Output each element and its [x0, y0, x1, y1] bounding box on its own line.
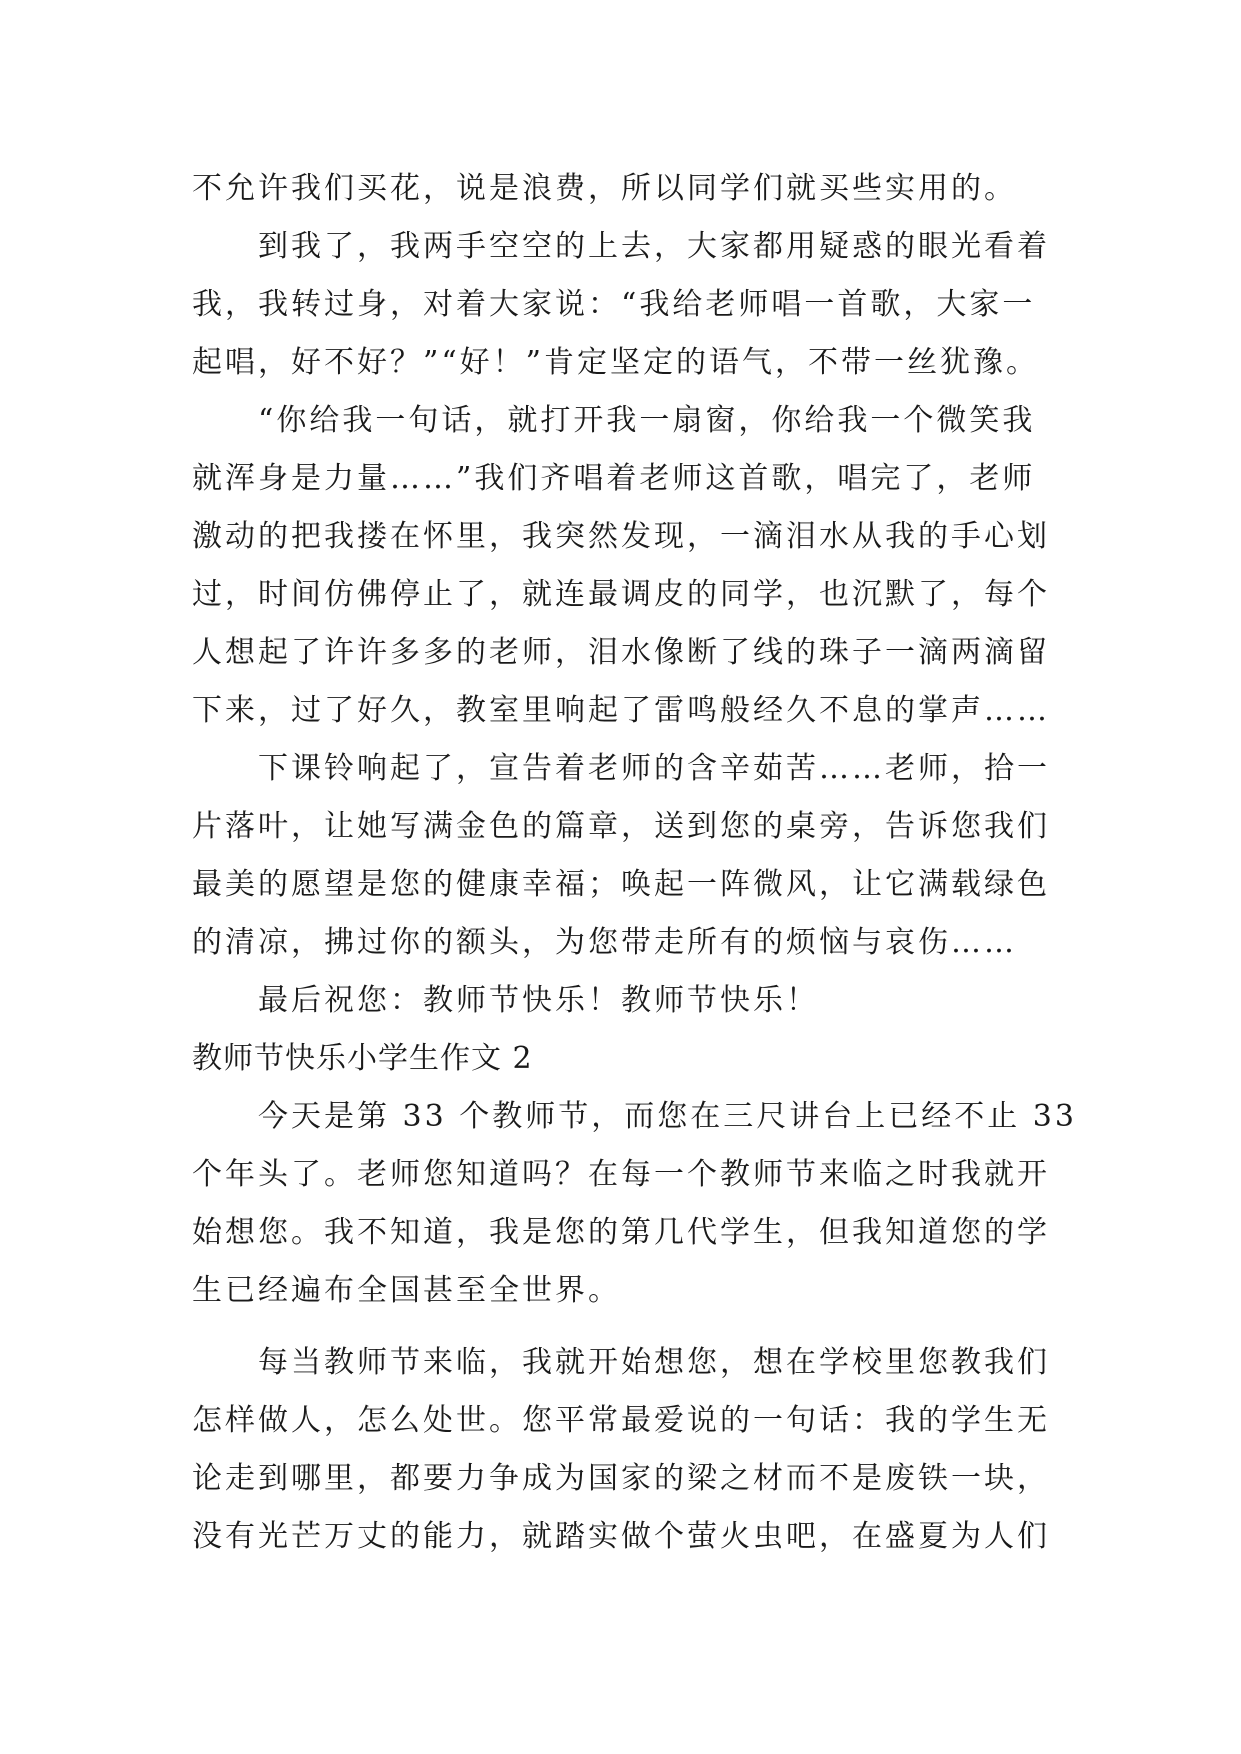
text-line: 过，时间仿佛停止了，就连最调皮的同学，也沉默了，每个	[192, 577, 1050, 612]
text-line: 就浑身是力量……”我们齐唱着老师这首歌，唱完了，老师	[192, 461, 1036, 496]
text-line: 不允许我们买花，说是浪费，所以同学们就买些实用的。	[192, 171, 1017, 206]
section-heading	[192, 1030, 1052, 1088]
text-line: 下课铃响起了，宣告着老师的含辛茹苦……老师，拾一	[192, 751, 1050, 786]
text-line: 人想起了许许多多的老师，泪水像断了线的珠子一滴两滴留	[192, 635, 1050, 670]
text-line: 怎样做人，怎么处世。您平常最爱说的一句话：我的学生无	[192, 1403, 1050, 1438]
text-line: 今天是第 33 个教师节，而您在三尺讲台上已经不止 33	[192, 1099, 1077, 1134]
text-line: 下来，过了好久，教室里响起了雷鸣般经久不息的掌声……	[192, 693, 1050, 728]
text-line: 没有光芒万丈的能力，就踏实做个萤火虫吧，在盛夏为人们	[192, 1519, 1050, 1554]
paragraph-3	[192, 392, 1052, 740]
paragraph-7	[192, 1334, 1052, 1566]
text-line: 的清凉，拂过你的额头，为您带走所有的烦恼与哀伤……	[192, 925, 1017, 960]
text-line: 最后祝您：教师节快乐！教师节快乐！	[192, 983, 819, 1018]
essay-body	[192, 160, 1077, 1566]
text-line: 论走到哪里，都要力争成为国家的梁之材而不是废铁一块，	[192, 1461, 1050, 1496]
text-line: 生已经遍布全国甚至全世界。	[192, 1273, 621, 1308]
paragraph-4	[192, 740, 1052, 972]
text-line: 我，我转过身，对着大家说：“我给老师唱一首歌，大家一	[192, 287, 1036, 322]
text-line: 始想您。我不知道，我是您的第几代学生，但我知道您的学	[192, 1215, 1050, 1250]
text-line: 个年头了。老师您知道吗？在每一个教师节来临之时我就开	[192, 1157, 1050, 1192]
paragraph-1	[192, 160, 1052, 218]
text-line: “你给我一句话，就打开我一扇窗，你给我一个微笑我	[192, 403, 1036, 438]
paragraph-5	[192, 972, 1052, 1030]
text-line: 每当教师节来临，我就开始想您，想在学校里您教我们	[192, 1345, 1050, 1380]
paragraph-2	[192, 218, 1052, 392]
text-line: 片落叶，让她写满金色的篇章，送到您的桌旁，告诉您我们	[192, 809, 1050, 844]
text-line: 起唱，好不好？”“好！”肯定坚定的语气，不带一丝犹豫。	[192, 345, 1040, 380]
paragraph-spacer	[192, 1320, 1052, 1334]
text-line: 激动的把我搂在怀里，我突然发现，一滴泪水从我的手心划	[192, 519, 1050, 554]
paragraph-6	[192, 1088, 1077, 1320]
heading-text: 教师节快乐小学生作文 2	[192, 1041, 533, 1076]
text-line: 最美的愿望是您的健康幸福；唤起一阵微风，让它满载绿色	[192, 867, 1050, 902]
text-line: 到我了，我两手空空的上去，大家都用疑惑的眼光看着	[192, 229, 1050, 264]
